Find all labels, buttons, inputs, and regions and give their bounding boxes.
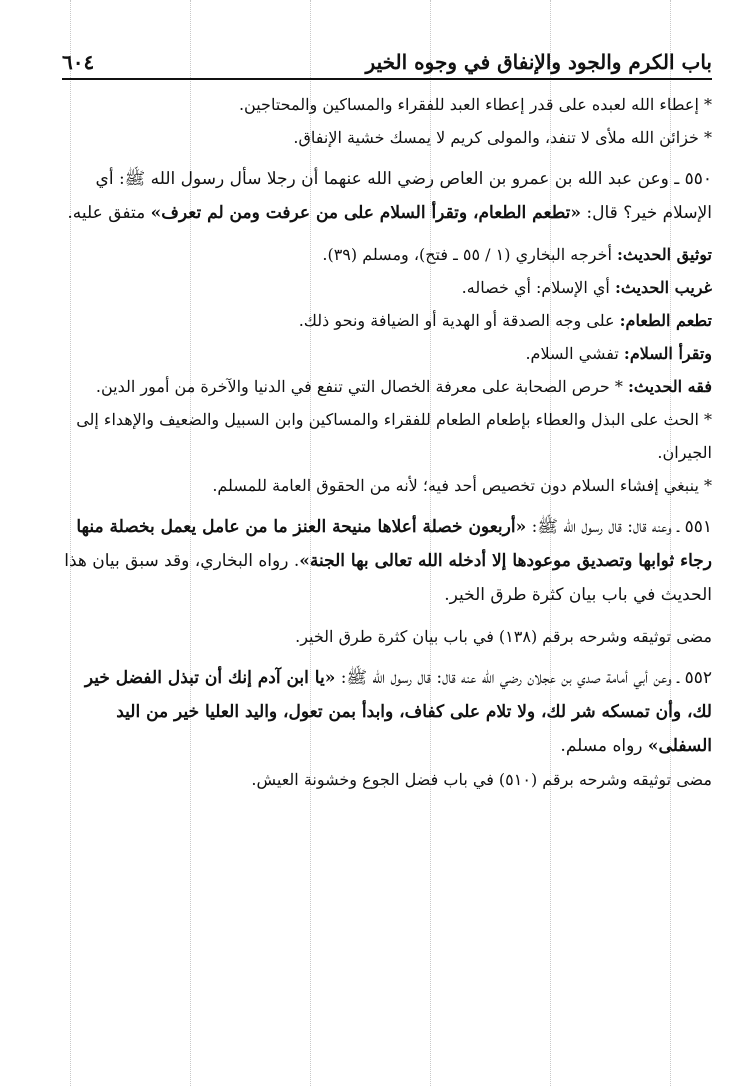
hadith-quote: «يا ابن آدم إنك أن تبذل الفضل خير لك، وأن تمسكه شر لك، ولا تلام على كفاف، وابدأ بمن تعول، واليد العليا خير من اليد السفلى»: [84, 668, 712, 756]
hadith-550: [62, 162, 712, 230]
note-fiqh: [62, 370, 712, 403]
book-page: [62, 40, 712, 796]
note-text: تفشي السلام.: [525, 344, 624, 363]
hadith-quote: «أربعون خصلة أعلاها منيحة العنز ما من عامل يعمل بخصلة منها رجاء ثوابها وتصديق موعودها إلا أدخله الله تعالى بها الجنة»: [76, 517, 712, 571]
note-label: تطعم الطعام:: [619, 311, 712, 330]
note-text: أخرجه البخاري (١ / ٥٥ ـ فتح)، ومسلم (٣٩).: [322, 245, 617, 264]
note-text: * حرص الصحابة على معرفة الخصال التي تنفع في الدنيا والآخرة من أمور الدين.: [95, 377, 628, 396]
note-552: مضى توثيقه وشرحه برقم (٥١٠) في باب فضل الجوع وخشونة العيش.: [251, 770, 712, 789]
note-label: فقه الحديث:: [627, 377, 712, 396]
note-label: وتقرأ السلام:: [623, 344, 712, 363]
intro-point: * إعطاء الله لعبده على قدر إعطاء العبد للفقراء والمساكين والمحتاجين.: [238, 95, 712, 114]
note-takhrij: [62, 238, 712, 271]
note-label: غريب الحديث:: [614, 278, 712, 297]
hadith-lead: ٥٥٠ ـ وعن عبد الله بن عمرو بن العاص رضي الله عنهما أن رجلا سأل رسول الله ﷺ: أي الإسلام خير؟ قال:: [95, 169, 712, 223]
hadith-551: [62, 510, 712, 612]
hadith-552: [62, 661, 712, 763]
running-header: [62, 40, 712, 80]
fiqh-point: * الحث على البذل والعطاء بإطعام الطعام للفقراء والمساكين وابن السبيل والضعيف والإهداء إلى الجيران.: [76, 410, 712, 462]
note-text: أي الإسلام: أي خصاله.: [461, 278, 615, 297]
note-551: مضى توثيقه وشرحه برقم (١٣٨) في باب بيان كثرة طرق الخير.: [295, 627, 712, 646]
intro-point: * خزائن الله ملأى لا تنفد، والمولى كريم لا يمسك خشية الإنفاق.: [293, 128, 712, 147]
hadith-tail: متفق عليه.: [67, 203, 151, 223]
note-gharib: [62, 271, 712, 304]
fiqh-point: * ينبغي إفشاء السلام دون تخصيص أحد فيه؛ لأنه من الحقوق العامة للمسلم.: [212, 476, 712, 495]
note-tutim: [62, 304, 712, 337]
chapter-title: باب الكرم والجود والإنفاق في وجوه الخير: [365, 50, 712, 74]
note-taqra: [62, 337, 712, 370]
note-text: على وجه الصدقة أو الهدية أو الضيافة ونحو ذلك.: [298, 311, 620, 330]
page-number: ٦٠٤: [62, 50, 95, 74]
hadith-quote: «تطعم الطعام، وتقرأ السلام على من عرفت ومن لم تعرف»: [150, 203, 582, 223]
hadith-tail: رواه مسلم.: [560, 736, 648, 756]
note-label: توثيق الحديث:: [616, 245, 712, 264]
hadith-tail: . رواه البخاري، وقد سبق بيان هذا الحديث في باب بيان كثرة طرق الخير.: [64, 551, 712, 605]
hadith-lead: ٥٥٢ ـ وعن أبي أمامة صدي بن عجلان رضي الله عنه قال: قال رسول الله ﷺ:: [335, 668, 712, 688]
hadith-lead: ٥٥١ ـ وعنه قال: قال رسول الله ﷺ:: [526, 517, 712, 537]
